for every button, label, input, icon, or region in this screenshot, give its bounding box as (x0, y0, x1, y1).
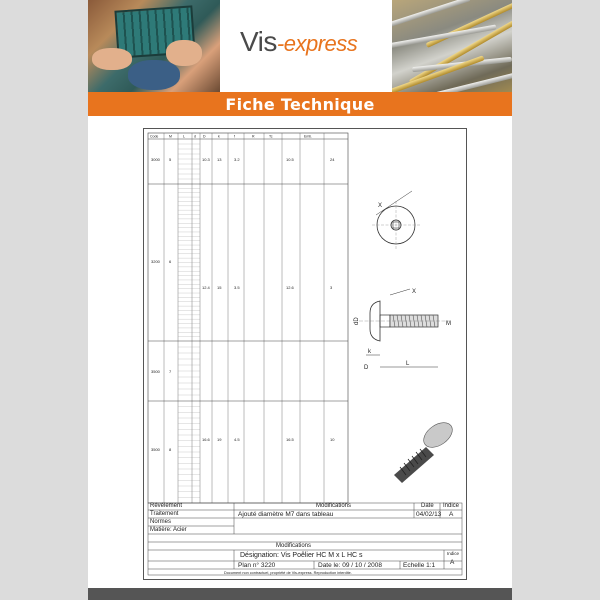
indice-label: Indice (447, 551, 460, 556)
modification-indice: A (449, 511, 454, 518)
col-header-k: k (218, 134, 220, 139)
group-r: 16.5 (286, 437, 294, 442)
dim-k: k (368, 349, 371, 355)
technical-drawing (143, 128, 467, 580)
group-dd: 10.3 (202, 157, 210, 162)
group-k: 3.5 (234, 285, 240, 290)
indice-value: A (450, 559, 455, 566)
screws-photo (392, 0, 512, 92)
table-group-4 (151, 437, 335, 452)
group-dd: 16.6 (202, 437, 210, 442)
workshop-photo (88, 0, 220, 92)
group-dd: 12.4 (202, 285, 210, 290)
screw-top-view (372, 191, 420, 249)
modifications-label: Modifications (276, 543, 312, 549)
modification-text: Ajouté diamètre M7 dans tableau (238, 511, 334, 518)
dim-dd: dD (354, 317, 360, 325)
table-columns (164, 133, 324, 503)
col-header-l: L (183, 134, 185, 139)
group-emb: 10 (330, 437, 335, 442)
revision-label: Révélement (150, 503, 183, 509)
brand-logo (240, 26, 357, 58)
col-header-dd: D (203, 134, 206, 139)
header-banner (88, 0, 512, 92)
group-d: 13 (217, 157, 222, 162)
brand-prefix: Vis (240, 26, 277, 57)
group-code: 3000 (151, 157, 160, 162)
col-header-tc: Tc (269, 134, 273, 139)
banner-title: Fiche Technique (225, 95, 375, 114)
dim-d: D (364, 365, 369, 371)
echelle-value: Echelle 1:1 (403, 562, 436, 569)
group-code: 3500 (151, 447, 160, 452)
group-code: 3200 (151, 259, 160, 264)
date-value: Date le: 09 / 10 / 2008 (318, 562, 382, 569)
table-group-2 (151, 259, 333, 290)
table-header (150, 135, 312, 139)
designation: Désignation: Vis Poêlier HC M x L HC s (240, 552, 363, 559)
plan-number: Plan n° 3220 (238, 562, 276, 569)
hand-image (128, 60, 180, 90)
dim-l: L (406, 361, 410, 367)
group-code: 3500 (151, 369, 160, 374)
brand-suffix: -express (276, 31, 358, 56)
traitement-label: Traitement (150, 511, 179, 517)
dim-x-top: X (378, 203, 383, 209)
group-r: 12.6 (286, 285, 294, 290)
col-header-m: M (169, 134, 172, 139)
group-r: 10.5 (286, 157, 294, 162)
col-header-d: d (194, 134, 196, 139)
col-header-f: f (234, 134, 235, 139)
group-m: 7 (169, 369, 172, 374)
screw-image (392, 24, 497, 48)
group-m: 5 (169, 157, 172, 162)
col-header-code: Code (150, 134, 159, 139)
normes-label: Normes (150, 519, 172, 525)
group-emb: 3 (330, 285, 333, 290)
group-d: 19 (217, 437, 222, 442)
group-d: 15 (217, 285, 222, 290)
screw-image (392, 0, 471, 29)
col-header-r: R (252, 134, 255, 139)
footer-bar (88, 588, 512, 600)
dim-m: M (446, 321, 451, 327)
modification-date: 04/02/13 (416, 511, 442, 518)
table-group-3 (151, 369, 172, 374)
group-k: 4.5 (234, 437, 240, 442)
hand-image (92, 48, 132, 70)
screw-3d-view (394, 418, 457, 483)
matiere-label: Matière: Acier (150, 527, 187, 533)
modifications-header: Modifications (316, 503, 352, 509)
group-emb: 24 (330, 157, 335, 162)
group-m: 8 (169, 447, 172, 452)
col-header-emb: Emb. (304, 134, 313, 139)
table-group-1 (151, 157, 335, 162)
indice-header: Indice (443, 503, 460, 509)
technical-sheet (88, 0, 512, 600)
dim-x-side: X (412, 289, 417, 295)
date-header: Date (421, 503, 434, 509)
legal-notice: Document non contractuel, propriété de Vis-express. Reproduction interdite. (224, 571, 352, 575)
screw-side-view (354, 289, 451, 371)
group-m: 6 (169, 259, 172, 264)
group-k: 3.2 (234, 157, 240, 162)
